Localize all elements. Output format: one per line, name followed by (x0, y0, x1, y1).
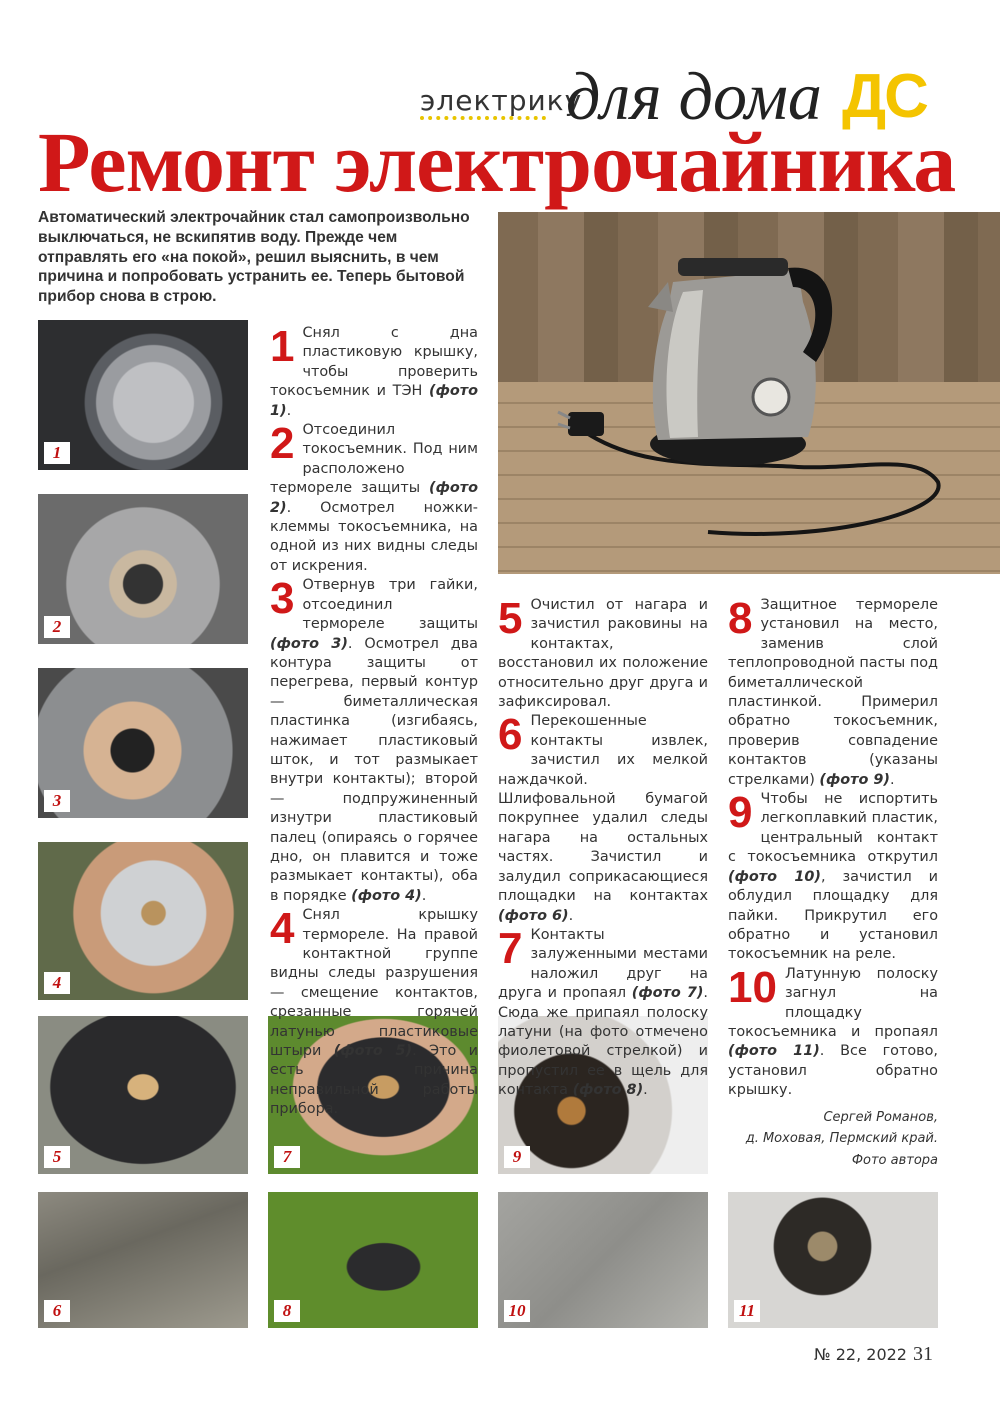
photo-ref: (фото 1) (270, 383, 478, 419)
photo-1 (38, 320, 248, 470)
text-column-3 (728, 596, 938, 1171)
issue-number: № 22, 2022 (814, 1345, 907, 1364)
photo-8 (268, 1192, 478, 1328)
photo-label: 2 (44, 616, 70, 638)
photo-ref: (фото 4) (351, 887, 422, 904)
step-text: Отсоединил токосъемник. Под ним расположено термореле защиты (270, 422, 478, 497)
step-text: Латунную полоску загнул на площадку токосъемника и пропаял (728, 965, 938, 1040)
author-name: Сергей Романов, (823, 1109, 938, 1125)
step-text-end: . (889, 771, 895, 788)
magazine-logo: ДС (842, 62, 927, 131)
step-5 (498, 596, 708, 712)
step-number: 9 (728, 788, 753, 838)
photo-10 (498, 1192, 708, 1328)
photo-label: 3 (44, 790, 70, 812)
step-number: 6 (498, 710, 523, 760)
photo-label: 9 (504, 1146, 530, 1168)
section-title: для дома (566, 58, 822, 134)
step-text: Чтобы не испортить легкоплавкий пластик, центральный контакт с токосъемника открутил (728, 791, 938, 866)
photo-label: 4 (44, 972, 70, 994)
step-text-end: . Сюда же припаял полоску латуни (на фото отмечено фиолетовой стрелкой) и пропустил ее в щель для контакта (498, 985, 708, 1099)
step-text: Отвернув три гайки, отсоединил термореле защиты (302, 577, 478, 633)
article-title: Ремонт электрочайника (38, 114, 956, 210)
photo-3 (38, 668, 248, 818)
step-number: 2 (270, 419, 295, 469)
photo-ref: (фото 8) (572, 1082, 644, 1099)
photo-label: 1 (44, 442, 70, 464)
step-number: 5 (498, 594, 523, 643)
author-signature (728, 1107, 938, 1172)
photo-5 (38, 1016, 248, 1174)
step-9 (728, 790, 938, 965)
photo-4 (38, 842, 248, 1000)
photo-label: 10 (504, 1300, 530, 1322)
step-text-end: . (421, 887, 427, 904)
step-text: Контакты залуженными местами наложил друг на друга и пропаял (498, 926, 708, 1002)
step-6 (498, 712, 708, 925)
step-text: Снял крышку термореле. На правой контактной группе видны следы разрушения — смещение контактов, срезанные горячей латунью пластиковые штыри (270, 907, 478, 1060)
photo-label: 11 (734, 1300, 760, 1322)
step-1 (270, 324, 478, 421)
step-number: 3 (270, 574, 295, 624)
photo-ref: (фото 6) (498, 907, 569, 924)
photo-credit: Фото автора (851, 1152, 938, 1168)
photo-ref: (фото 5) (333, 1043, 413, 1060)
step-text-end: . Осмотрел ножки-клеммы токосъемника, на одной из них видны следы от искрения. (270, 499, 478, 574)
photo-label: 5 (44, 1146, 70, 1168)
photo-2 (38, 494, 248, 644)
step-text: Очистил от нагара и зачистил раковины на контактах, восстановил их положение относительно друг друга и зафиксировал. (498, 597, 708, 711)
kettle-photo (498, 212, 1000, 574)
step-text-end: . Это и есть причина неправильной работы прибора. (270, 1043, 478, 1118)
article-lead: Автоматический электрочайник стал самопроизвольно выключаться, не вскипятив воду. Прежде чем отправлять его «на покой», решил выяснить, в чем причина и попробовать устранить ее. Теперь бытовой прибор снова в строю. (38, 209, 470, 306)
photo-ref: (фото 2) (270, 480, 478, 516)
photo-11 (728, 1192, 938, 1328)
photo-6 (38, 1192, 248, 1328)
step-7 (498, 923, 708, 1101)
page-footer (814, 1343, 933, 1366)
photo-ref: (фото 3) (270, 635, 348, 652)
photo-ref: (фото 7) (631, 985, 704, 1002)
rubric-label: электрику (420, 84, 583, 117)
photo-label: 8 (274, 1300, 300, 1322)
step-number: 7 (498, 923, 523, 973)
step-text: Защитное термореле установил на место, заменив слой теплопроводной пасты под биметаллической пластинкой. Примерил обратно токосъемник, проверив совпадение контактов (указаны стрелками) (728, 597, 938, 788)
kettle-illustration (498, 212, 1000, 574)
photo-ref: (фото 11) (728, 1043, 820, 1060)
step-text: Снял с дна пластиковую крышку, чтобы проверить токосъемник и ТЭН (270, 325, 478, 400)
step-number: 10 (728, 962, 777, 1012)
step-number: 8 (728, 594, 753, 643)
text-column-1 (270, 324, 478, 1120)
step-text-end: . (643, 1082, 648, 1099)
step-3 (270, 576, 478, 906)
step-10 (728, 962, 938, 1101)
step-text: Перекошенные контакты извлек, зачистил их мелкой наждачкой. Шлифовальной бумагой покрупнее удалил следы нагара на остальных частях. Зачистил и залудил соприкасающиеся площадки на контактах (498, 713, 708, 905)
step-text-end: , зачистил и облудил площадку для пайки. Прикрутил его обратно и установил токосъемник на реле. (728, 868, 938, 963)
step-8 (728, 596, 938, 790)
step-4 (270, 906, 478, 1119)
step-text-end: . (286, 402, 292, 419)
step-text-end: . Все готово, установил обратно крышку. (728, 1043, 938, 1099)
step-number: 1 (270, 322, 295, 371)
photo-ref: (фото 10) (728, 868, 821, 885)
photo-label: 7 (274, 1146, 300, 1168)
step-text-end: . (568, 907, 574, 924)
page-number: 31 (912, 1343, 933, 1365)
photo-ref: (фото 9) (819, 771, 890, 788)
step-number: 4 (270, 904, 295, 954)
step-text-end: . Осмотрел два контура защиты от перегрева, первый контур — биметаллическая пластинка (изгибаясь, нажимает пластиковый шток, и тот размыкает внутри контакты); второй — подпружиненный изнутри пластиковый палец (опираясь о горячее дно, он плавится и тоже размыкает контакты), оба в порядке (270, 635, 478, 904)
author-place: д. Моховая, Пермский край. (745, 1131, 938, 1147)
photo-label: 6 (44, 1300, 70, 1322)
step-2 (270, 421, 478, 576)
text-column-2 (498, 596, 708, 1101)
